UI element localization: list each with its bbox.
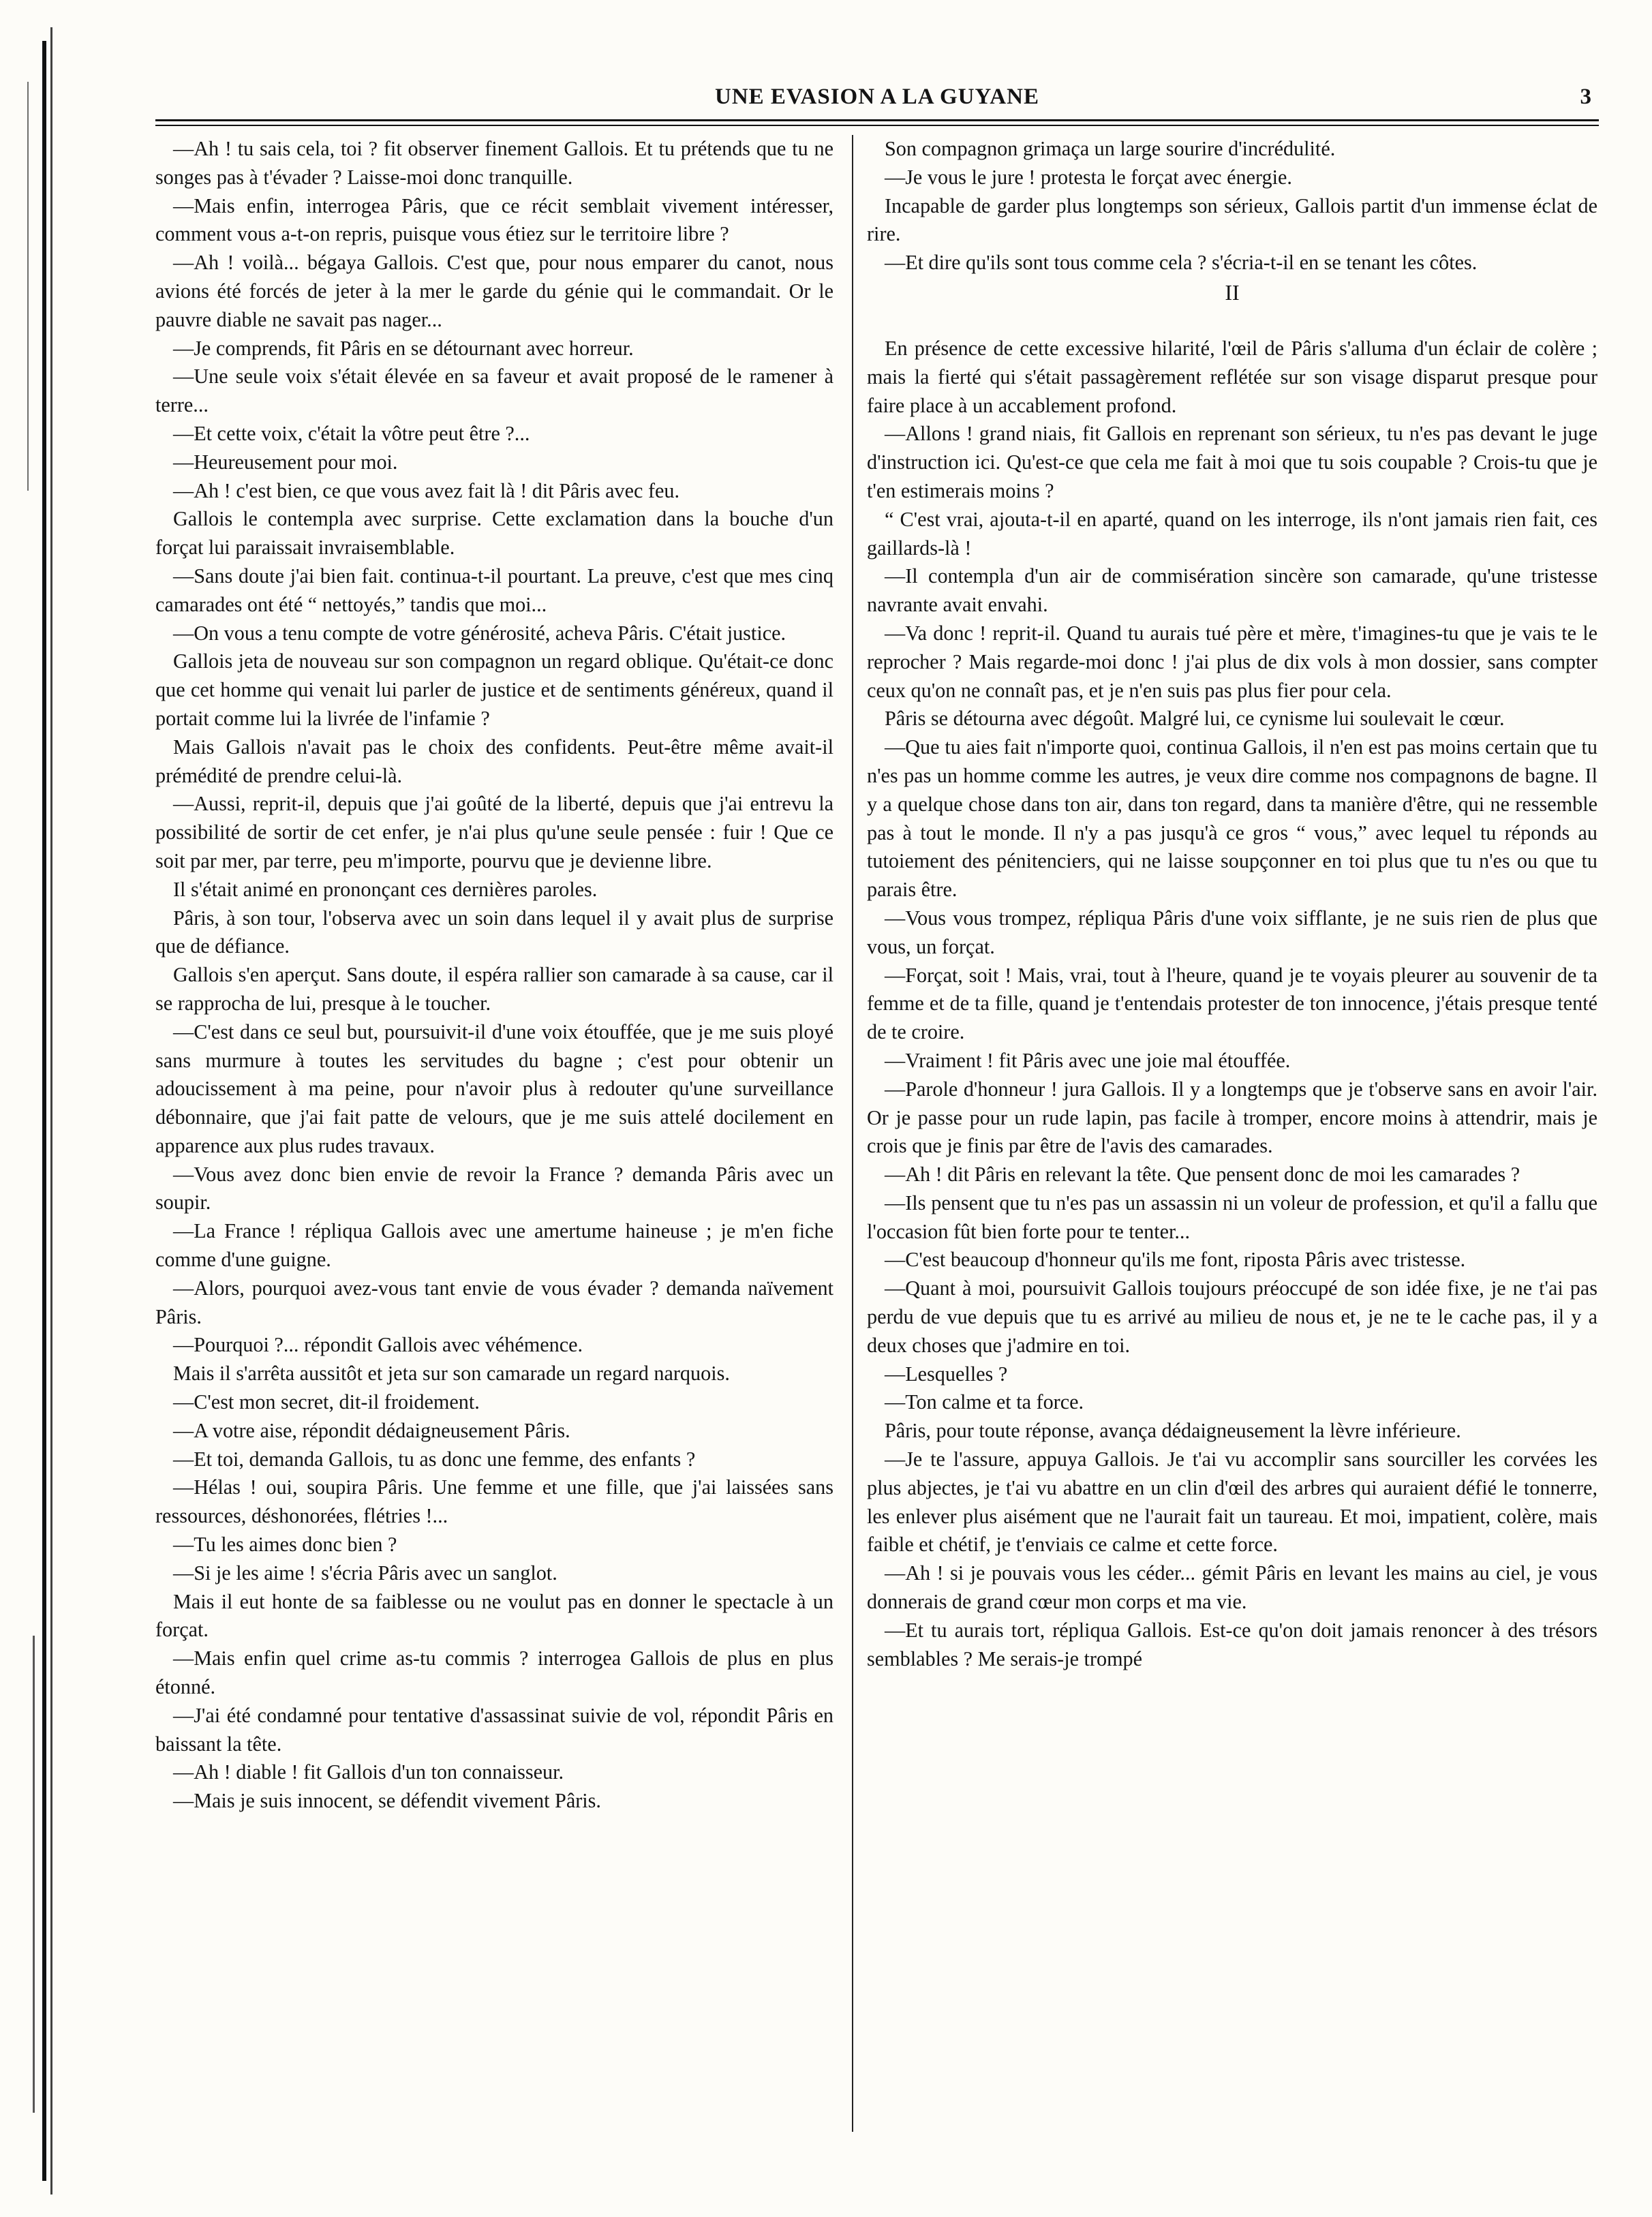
paragraph: —Ah ! diable ! fit Gallois d'un ton connaisseur. [173, 1760, 564, 1784]
paragraph: “ C'est vrai, ajouta-t-il en aparté, quand on les interroge, ils n'ont jamais rien fait, ces gaillards-là ! [867, 507, 1597, 560]
paragraph: —Lesquelles ? [885, 1362, 1008, 1386]
paragraph: —Une seule voix s'était élevée en sa faveur et avait proposé de le ramener à terre... [155, 365, 833, 417]
page-number: 3 [1580, 85, 1592, 109]
paragraph: —Et toi, demanda Gallois, tu as donc une femme, des enfants ? [173, 1447, 696, 1471]
paragraph: —Je vous le jure ! protesta le forçat avec énergie. [885, 165, 1292, 189]
paragraph: Pâris se détourna avec dégoût. Malgré lui, ce cynisme lui soulevait le cœur. [885, 707, 1505, 731]
paragraph: —Ils pensent que tu n'es pas un assassin ni un voleur de profession, et qu'il a fallu que l'occasion fût bien forte pour te tenter... [867, 1191, 1597, 1243]
paragraph: Il s'était animé en prononçant ces dernières paroles. [173, 877, 598, 901]
paragraph: —J'ai été condamné pour tentative d'assassinat suivie de vol, répondit Pâris en baissant la tête. [155, 1703, 833, 1756]
paragraph: —Ah ! dit Pâris en relevant la tête. Que pensent donc de moi les camarades ? [885, 1163, 1520, 1187]
paragraph: —Vraiment ! fit Pâris avec une joie mal étouffée. [885, 1048, 1291, 1072]
paragraph: Gallois s'en aperçut. Sans doute, il espéra rallier son camarade à sa cause, car il se rapprocha de lui, presque à le toucher. [155, 963, 833, 1015]
paragraph: —Ah ! c'est bien, ce que vous avez fait là ! dit Pâris avec feu. [173, 478, 680, 502]
running-title: UNE EVASION A LA GUYANE [715, 85, 1039, 109]
paragraph: —Je comprends, fit Pâris en se détournant avec horreur. [173, 336, 634, 360]
paragraph: Mais il s'arrêta aussitôt et jeta sur son camarade un regard narquois. [173, 1362, 730, 1386]
paragraph: —Mais je suis innocent, se défendit vivement Pâris. [173, 1789, 601, 1813]
paragraph: —Et tu aurais tort, répliqua Gallois. Est-ce qu'on doit jamais renoncer à des trésors semblables ? Me serais-je trompé [867, 1618, 1597, 1670]
column-divider [852, 135, 853, 2132]
paragraph: —Mais enfin quel crime as-tu commis ? interrogea Gallois de plus en plus étonné. [155, 1647, 833, 1699]
paragraph: —Je te l'assure, appuya Gallois. Je t'ai vu accomplir sans sourciller les corvées les plus abjectes, je t'ai vu abattre en un clin d'œil des arbres qui auraient défié le tonnerre, les enlever plus aisément que ne l'aurait fait un taureau. Et moi, impatient, colère, mais faible et chétif, je t'enviais ce calme et cette force. [867, 1448, 1597, 1557]
paragraph: Pâris, à son tour, l'observa avec un soin dans lequel il y avait plus de surprise que de défiance. [155, 906, 833, 958]
paragraph: —Alors, pourquoi avez-vous tant envie de vous évader ? demanda naïvement Pâris. [155, 1276, 833, 1328]
paragraph: Mais il eut honte de sa faiblesse ou ne voulut pas en donner le spectacle à un forçat. [155, 1589, 833, 1642]
paragraph: Gallois jeta de nouveau sur son compagnon un regard oblique. Qu'était-ce donc que cet homme qui venait lui parler de justice et de sentiments généreux, quand il portait comme lui la livrée de l'infamie ? [155, 649, 833, 730]
paragraph: —Allons ! grand niais, fit Gallois en reprenant son sérieux, tu n'es pas devant le juge d'instruction ici. Qu'est-ce que cela me fait à moi que tu sois coupable ? Crois-tu que je t'en estimerais moins ? [867, 422, 1597, 502]
paragraph: —Il contempla d'un air de commisération sincère son camarade, qu'une tristesse navrante avait envahi. [867, 564, 1597, 617]
paragraph: —Heureusement pour moi. [173, 450, 398, 474]
paragraph: Incapable de garder plus longtemps son sérieux, Gallois partit d'un immense éclat de rire. [867, 194, 1597, 246]
paragraph: —On vous a tenu compte de votre générosité, acheva Pâris. C'était justice. [173, 621, 786, 645]
paragraph: Son compagnon grimaça un large sourire d'incrédulité. [885, 137, 1336, 160]
paragraph: —Hélas ! oui, soupira Pâris. Une femme et une fille, que j'ai laissées sans ressources, déshonorées, flétries !... [155, 1476, 833, 1528]
paragraph: —Ah ! si je pouvais vous les céder... gémit Pâris en levant les mains au ciel, je vous donnerais de grand cœur mon corps et ma vie. [867, 1561, 1597, 1614]
header-rule-thin [155, 125, 1599, 126]
paragraph: —Et dire qu'ils sont tous comme cela ? s'écria-t-il en se tenant les côtes. [885, 251, 1478, 275]
paragraph: —Et cette voix, c'était la vôtre peut être ?... [173, 421, 530, 445]
paragraph: —A votre aise, répondit dédaigneusement Pâris. [173, 1418, 570, 1442]
paragraph: En présence de cette excessive hilarité, l'œil de Pâris s'alluma d'un éclair de colère ; mais la fierté qui s'était passagèrement reflétée sur son visage disparut presque pour faire place à un accablement profond. [867, 336, 1597, 417]
paragraph: —C'est mon secret, dit-il froidement. [173, 1390, 480, 1414]
paragraph: —Mais enfin, interrogea Pâris, que ce récit semblait vivement intéresser, comment vous a-t-on repris, puisque vous étiez sur le territoire libre ? [155, 194, 833, 246]
paragraph: Mais Gallois n'avait pas le choix des confidents. Peut-être même avait-il prémédité de prendre celui-là. [155, 735, 833, 787]
paragraph: —Sans doute j'ai bien fait. continua-t-il pourtant. La preuve, c'est que mes cinq camarades ont été “ nettoyés,” tandis que moi... [155, 564, 833, 616]
paragraph: Pâris, pour toute réponse, avança dédaigneusement la lèvre inférieure. [885, 1419, 1461, 1443]
paragraph: —Vous avez donc bien envie de revoir la France ? demanda Pâris avec un soupir. [155, 1162, 833, 1214]
paragraph: —Que tu aies fait n'importe quoi, continua Gallois, il n'en est pas moins certain que tu n'es pas un homme comme les autres, je veux dire comme nos compagnons de bagne. Il y a quelque chose dans ton air, dans ton regard, dans ta manière d'être, qui ne ressemble pas à tout le monde. Il n'y a pas jusqu'à ce gros “ vous,” avec lequel tu réponds au tutoiement des pénitenciers, qui ne laisse soupçonner en toi plus que tu n'es ou que tu parais être. [867, 735, 1597, 902]
left-column [155, 135, 833, 1816]
paragraph: —La France ! répliqua Gallois avec une amertume haineuse ; je m'en fiche comme d'une guigne. [155, 1219, 833, 1272]
right-column [867, 135, 1597, 1673]
paragraph: —Pourquoi ?... répondit Gallois avec véhémence. [173, 1333, 583, 1357]
paragraph: —Ah ! tu sais cela, toi ? fit observer finement Gallois. Et tu prétends que tu ne songes pas à t'évader ? Laisse-moi donc tranquille. [155, 137, 833, 189]
paragraph: —Quant à moi, poursuivit Gallois toujours préoccupé de son idée fixe, je ne t'ai pas perdu de vue depuis que tu es arrivé au milieu de nous et, je ne te le cache pas, il y a deux choses que j'admire en toi. [867, 1276, 1597, 1357]
paragraph: —Vous vous trompez, répliqua Pâris d'une voix sifflante, je ne suis rien de plus que vous, un forçat. [867, 906, 1597, 958]
paragraph: —Ton calme et ta force. [885, 1390, 1084, 1414]
paragraph: —Si je les aime ! s'écria Pâris avec un sanglot. [173, 1561, 557, 1585]
paragraph: —C'est beaucoup d'honneur qu'ils me font, riposta Pâris avec tristesse. [885, 1248, 1466, 1272]
paragraph: —Aussi, reprit-il, depuis que j'ai goûté de la liberté, depuis que j'ai entrevu la possibilité de sortir de cet enfer, je n'ai plus qu'une seule pensée : fuir ! Que ce soit par mer, par terre, peu m'importe, pourvu que je devienne libre. [155, 792, 833, 872]
paragraph: —Parole d'honneur ! jura Gallois. Il y a longtemps que je t'observe sans en avoir l'air. Or je passe pour un rude lapin, pas facile à tromper, encore moins à attendrir, mais je crois que je finis par être de l'avis des camarades. [867, 1077, 1597, 1158]
paragraph: —Tu les aimes donc bien ? [173, 1533, 397, 1557]
paragraph: —Va donc ! reprit-il. Quand tu aurais tué père et mère, t'imagines-tu que je vais te le reprocher ? Mais regarde-moi donc ! j'ai plus de dix vols à mon dossier, sans compter ceux qu'on ne connaît pas, et je n'en suis pas plus fier pour cela. [867, 621, 1597, 702]
page-binding-edge [0, 0, 102, 2217]
paragraph: Gallois le contempla avec surprise. Cette exclamation dans la bouche d'un forçat lui paraissait invraisemblable. [155, 507, 833, 560]
paragraph: —C'est dans ce seul but, poursuivit-il d'une voix étouffée, que je me suis ployé sans murmure à toutes les servitudes du bagne ; c'est pour obtenir un adoucissement à ma peine, pour n'avoir plus à redouter qu'une surveillance débonnaire, que j'ai fait patte de velours, que je me suis attelé docilement en apparence aux plus rudes travaux. [155, 1020, 833, 1157]
paragraph: —Forçat, soit ! Mais, vrai, tout à l'heure, quand je te voyais pleurer au souvenir de ta femme et de ta fille, quand je t'entendais protester de ton innocence, j'étais presque tenté de te croire. [867, 963, 1597, 1044]
paragraph: —Ah ! voilà... bégaya Gallois. C'est que, pour nous emparer du canot, nous avions été forcés de jeter à la mer le garde du génie qui le commandait. Or le pauvre diable ne savait pas nager... [155, 251, 833, 331]
running-header [155, 85, 1599, 119]
section-heading: II [1225, 279, 1240, 305]
header-rule-thick [155, 119, 1599, 121]
